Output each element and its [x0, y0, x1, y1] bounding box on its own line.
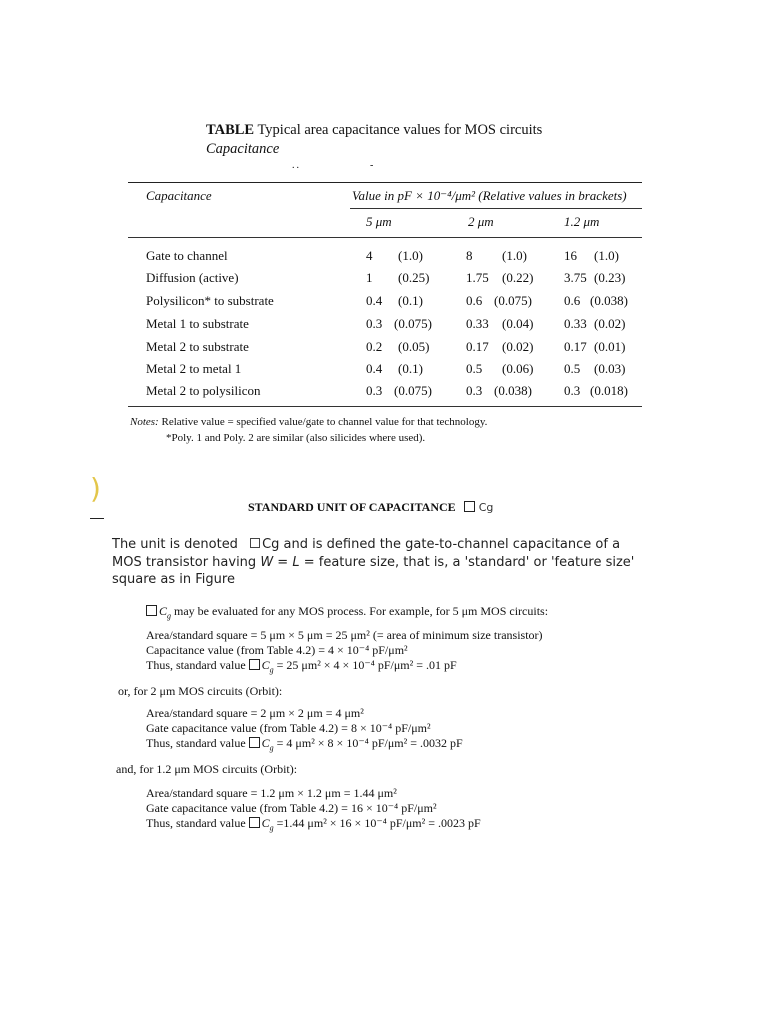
cg-symbol: C — [261, 736, 270, 750]
calc-intro — [146, 604, 548, 623]
cell-value-5um: 0.4 — [366, 361, 383, 376]
heading-text: STANDARD UNIT OF CAPACITANCE — [248, 500, 456, 514]
header-capacitance: Capacitance — [146, 188, 212, 203]
cg-symbol: C — [261, 816, 270, 830]
box-symbol-icon — [249, 817, 260, 828]
calc-5um-cap: Capacitance value (from Table 4.2) = 4 × 10⁻⁴ pF/μm² — [146, 643, 408, 657]
calc-2um-result — [146, 736, 463, 755]
table-title-text: Typical area capacitance values for MOS circuits — [254, 122, 543, 138]
cg-subscript: g — [269, 743, 274, 753]
result-text: = 25 μm² × 4 × 10⁻⁴ pF/μm² = .01 pF — [273, 658, 457, 672]
header-tech-2um: 2 μm — [468, 214, 494, 229]
calc-or-line: or, for 2 μm MOS circuits (Orbit): — [118, 684, 283, 698]
row-label: Gate to channel — [146, 248, 228, 263]
result-text: = 4 μm² × 8 × 10⁻⁴ pF/μm² = .0032 pF — [273, 736, 463, 750]
cell-value-1-2um: 0.17 — [564, 339, 587, 354]
cell-relative-5um: (0.25) — [398, 270, 430, 285]
note-1-text: Relative value = specified value/gate to channel value for that technology. — [158, 416, 488, 428]
cell-relative-1-2um: (0.23) — [594, 270, 626, 285]
table-title — [206, 122, 542, 139]
para-text-4: = feature size, that is, a 'standard' or 'feature size' square as in Figure — [112, 554, 635, 587]
section-heading — [248, 500, 493, 515]
cell-value-5um: 4 — [366, 248, 373, 263]
result-prefix: Thus, standard value — [146, 816, 249, 830]
cell-relative-5um: (0.1) — [398, 293, 423, 308]
cell-value-2um: 8 — [466, 248, 473, 263]
row-label: Polysilicon* to substrate — [146, 293, 274, 308]
para-text-3: = — [273, 554, 293, 570]
table-subtitle: Capacitance — [206, 141, 280, 157]
cell-value-2um: 0.6 — [466, 293, 483, 308]
box-symbol-icon — [249, 659, 260, 670]
cell-value-5um: 0.4 — [366, 293, 383, 308]
cell-relative-2um: (0.06) — [502, 361, 534, 376]
cell-value-2um: 1.75 — [466, 270, 489, 285]
cell-relative-2um: (1.0) — [502, 248, 527, 263]
cell-relative-1-2um: (1.0) — [594, 248, 619, 263]
row-label: Diffusion (active) — [146, 270, 239, 285]
cell-value-2um: 0.5 — [466, 361, 483, 376]
row-label: Metal 2 to substrate — [146, 339, 249, 354]
table-top-rule — [128, 182, 642, 183]
cg-subscript: g — [167, 611, 172, 621]
table-bottom-rule — [128, 406, 642, 407]
result-prefix: Thus, standard value — [146, 658, 249, 672]
note-line-2: *Poly. 1 and Poly. 2 are similar (also silicides where used). — [166, 432, 426, 444]
cell-relative-2um: (0.04) — [502, 316, 534, 331]
cg-symbol: C — [159, 604, 168, 618]
cell-relative-1-2um: (0.038) — [590, 293, 628, 308]
para-text-1: The unit is denoted — [112, 537, 243, 552]
cell-relative-1-2um: (0.01) — [594, 339, 626, 354]
cell-relative-2um: (0.22) — [502, 270, 534, 285]
row-label: Metal 2 to metal 1 — [146, 361, 242, 376]
result-prefix: Thus, standard value — [146, 736, 249, 750]
header-tech-5um: 5 μm — [366, 214, 392, 229]
cell-relative-5um: (0.075) — [394, 383, 432, 398]
cell-value-1-2um: 0.5 — [564, 361, 581, 376]
cell-relative-5um: (0.075) — [394, 316, 432, 331]
cell-relative-5um: (0.05) — [398, 339, 430, 354]
calc-5um-area: Area/standard square = 5 μm × 5 μm = 25 μm² (= area of minimum size transistor) — [146, 628, 543, 642]
row-label: Metal 2 to polysilicon — [146, 383, 261, 398]
table-value-rule — [350, 208, 642, 209]
para-text-2: Cg and is defined the gate-to-channel capacitance of a MOS transistor having — [112, 537, 621, 570]
result-text: =1.44 μm² × 16 × 10⁻⁴ pF/μm² = .0023 pF — [273, 816, 481, 830]
cell-value-1-2um: 0.3 — [564, 383, 581, 398]
heading-symbol: Cg — [478, 501, 494, 514]
box-symbol-icon — [464, 501, 475, 512]
calc-2um-cap: Gate capacitance value (from Table 4.2) = 8 × 10⁻⁴ pF/μm² — [146, 721, 431, 735]
cell-value-2um: 0.3 — [466, 383, 483, 398]
cg-subscript: g — [269, 665, 274, 675]
cell-value-1-2um: 16 — [564, 248, 577, 263]
box-symbol-icon — [146, 605, 157, 616]
cell-relative-5um: (1.0) — [398, 248, 423, 263]
calc-and-line: and, for 1.2 μm MOS circuits (Orbit): — [116, 762, 298, 776]
note-line-1 — [130, 414, 487, 430]
margin-dash-mark — [90, 518, 104, 519]
box-symbol-icon — [250, 538, 260, 548]
cell-value-2um: 0.17 — [466, 339, 489, 354]
calc-1-2um-area: Area/standard square = 1.2 μm × 1.2 μm = 1.44 μm² — [146, 786, 397, 800]
definition-paragraph — [112, 536, 652, 589]
calc-intro-text: may be evaluated for any MOS process. For example, for 5 μm MOS circuits: — [171, 604, 549, 618]
cell-relative-5um: (0.1) — [398, 361, 423, 376]
para-italic-l: L — [292, 554, 300, 570]
stray-mark-1: .. — [292, 160, 301, 171]
header-value: Value in pF × 10⁻⁴/μm² (Relative values in brackets) — [352, 188, 627, 203]
table-header-rule — [128, 237, 642, 238]
calc-1-2um-cap: Gate capacitance value (from Table 4.2) = 16 × 10⁻⁴ pF/μm² — [146, 801, 437, 815]
cell-relative-2um: (0.02) — [502, 339, 534, 354]
cg-subscript: g — [269, 823, 274, 833]
cell-relative-1-2um: (0.018) — [590, 383, 628, 398]
cell-value-1-2um: 0.33 — [564, 316, 587, 331]
table-notes — [130, 414, 487, 446]
cell-value-1-2um: 0.6 — [564, 293, 581, 308]
box-symbol-icon — [249, 737, 260, 748]
notes-label: Notes: — [130, 416, 159, 428]
stray-mark-2: - — [370, 160, 374, 171]
cell-relative-1-2um: (0.02) — [594, 316, 626, 331]
cell-value-2um: 0.33 — [466, 316, 489, 331]
cg-symbol: C — [261, 658, 270, 672]
para-italic-w: W — [260, 554, 274, 570]
cell-value-5um: 0.2 — [366, 339, 383, 354]
calc-1-2um-result — [146, 816, 481, 835]
cell-relative-2um: (0.075) — [494, 293, 532, 308]
margin-parenthesis-mark: ) — [90, 472, 101, 505]
cell-value-1-2um: 3.75 — [564, 270, 587, 285]
cell-relative-2um: (0.038) — [494, 383, 532, 398]
row-label: Metal 1 to substrate — [146, 316, 249, 331]
cell-relative-1-2um: (0.03) — [594, 361, 626, 376]
cell-value-5um: 1 — [366, 270, 373, 285]
calc-5um-result — [146, 658, 457, 677]
calc-2um-area: Area/standard square = 2 μm × 2 μm = 4 μm² — [146, 706, 364, 720]
header-tech-1-2um: 1.2 μm — [564, 214, 600, 229]
cell-value-5um: 0.3 — [366, 383, 383, 398]
cell-value-5um: 0.3 — [366, 316, 383, 331]
table-label: TABLE — [206, 122, 255, 138]
